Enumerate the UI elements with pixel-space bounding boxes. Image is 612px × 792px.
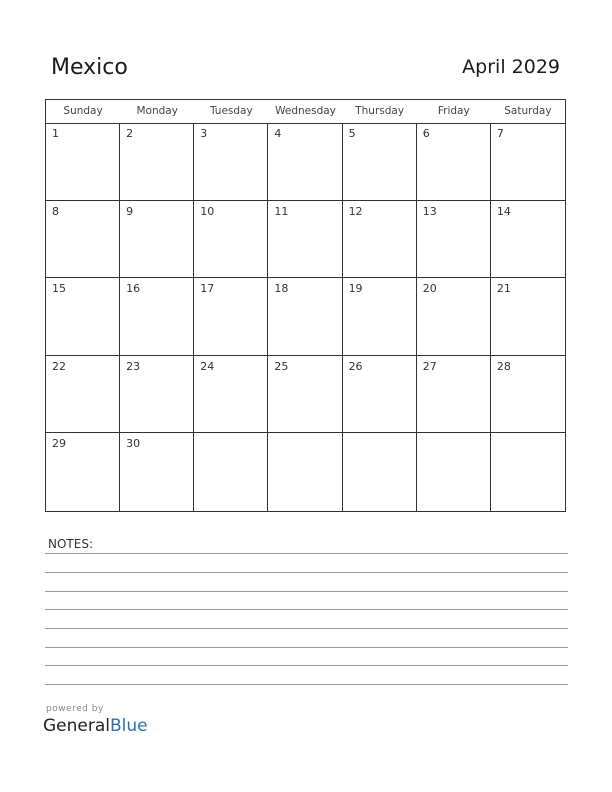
day-cell bbox=[343, 123, 417, 201]
day-number: 2 bbox=[126, 127, 134, 140]
day-cell bbox=[268, 433, 342, 511]
note-line bbox=[45, 572, 568, 573]
day-number: 3 bbox=[200, 127, 208, 140]
note-line bbox=[45, 684, 568, 685]
day-cell bbox=[268, 201, 342, 279]
notes-label: NOTES: bbox=[48, 537, 93, 551]
day-cell bbox=[417, 123, 491, 201]
day-number: 27 bbox=[422, 359, 437, 373]
day-number: 10 bbox=[200, 204, 215, 218]
calendar-weeks bbox=[46, 123, 565, 511]
weekday-wednesday: Wednesday bbox=[275, 105, 336, 117]
day-cell bbox=[194, 278, 268, 356]
weekday-saturday: Saturday bbox=[504, 105, 552, 117]
brand-blue: Blue bbox=[110, 716, 148, 736]
note-line bbox=[45, 591, 568, 592]
day-number: 16 bbox=[126, 282, 141, 296]
day-cell bbox=[417, 278, 491, 356]
day-cell bbox=[491, 201, 565, 279]
day-cell bbox=[491, 123, 565, 201]
note-line bbox=[45, 665, 568, 666]
day-number: 6 bbox=[422, 127, 430, 140]
day-cell bbox=[268, 123, 342, 201]
day-number: 28 bbox=[496, 359, 511, 373]
day-number: 9 bbox=[126, 204, 134, 218]
powered-by-text: powered by bbox=[46, 704, 104, 714]
day-number: 23 bbox=[126, 359, 141, 373]
note-line bbox=[45, 609, 568, 610]
day-number: 18 bbox=[274, 282, 289, 296]
day-cell bbox=[46, 356, 120, 434]
weekday-header bbox=[46, 100, 565, 124]
day-number: 12 bbox=[348, 204, 363, 218]
day-number: 20 bbox=[422, 282, 437, 296]
day-cell bbox=[268, 356, 342, 434]
day-cell bbox=[491, 356, 565, 434]
day-cell bbox=[491, 278, 565, 356]
day-number: 29 bbox=[52, 437, 66, 451]
brand-general: General bbox=[43, 716, 110, 736]
generalblue-logo[interactable] bbox=[43, 716, 148, 736]
day-number: 1 bbox=[52, 127, 59, 140]
day-cell bbox=[46, 201, 120, 279]
day-cell bbox=[194, 123, 268, 201]
day-cell bbox=[120, 201, 194, 279]
day-cell bbox=[120, 356, 194, 434]
note-line bbox=[45, 553, 568, 554]
note-line bbox=[45, 628, 568, 629]
day-number: 30 bbox=[126, 437, 141, 451]
day-number: 4 bbox=[274, 127, 282, 140]
day-cell bbox=[46, 433, 120, 511]
day-cell bbox=[343, 356, 417, 434]
day-cell bbox=[343, 278, 417, 356]
month-year-title: April 2029 bbox=[462, 56, 560, 78]
calendar-grid bbox=[45, 99, 566, 512]
day-number: 5 bbox=[348, 127, 356, 140]
day-cell bbox=[120, 123, 194, 201]
day-number: 14 bbox=[496, 204, 511, 218]
day-number: 17 bbox=[200, 282, 215, 296]
weekday-tuesday: Tuesday bbox=[209, 105, 253, 117]
weekday-monday: Monday bbox=[136, 105, 178, 117]
day-cell bbox=[46, 278, 120, 356]
day-cell bbox=[491, 433, 565, 511]
day-cell bbox=[194, 356, 268, 434]
day-number: 7 bbox=[496, 127, 504, 140]
weekday-sunday: Sunday bbox=[63, 105, 103, 117]
day-number: 19 bbox=[348, 282, 363, 296]
day-cell bbox=[46, 123, 120, 201]
day-cell bbox=[417, 201, 491, 279]
day-cell bbox=[343, 433, 417, 511]
day-number: 21 bbox=[496, 282, 511, 296]
day-number: 15 bbox=[52, 282, 66, 296]
weekday-friday: Friday bbox=[437, 105, 470, 117]
day-cell bbox=[194, 201, 268, 279]
day-number: 8 bbox=[52, 204, 59, 218]
day-number: 13 bbox=[422, 204, 437, 218]
day-number: 11 bbox=[274, 204, 289, 218]
day-number: 25 bbox=[274, 359, 289, 373]
day-cell bbox=[120, 278, 194, 356]
day-cell bbox=[343, 201, 417, 279]
weekday-thursday: Thursday bbox=[355, 105, 405, 117]
day-cell bbox=[268, 278, 342, 356]
country-title: Mexico bbox=[51, 55, 128, 80]
day-number: 24 bbox=[200, 359, 215, 373]
day-number: 26 bbox=[348, 359, 363, 373]
day-cell bbox=[417, 433, 491, 511]
day-number: 22 bbox=[52, 359, 66, 373]
day-cell bbox=[194, 433, 268, 511]
note-line bbox=[45, 647, 568, 648]
day-cell bbox=[120, 433, 194, 511]
day-cell bbox=[417, 356, 491, 434]
